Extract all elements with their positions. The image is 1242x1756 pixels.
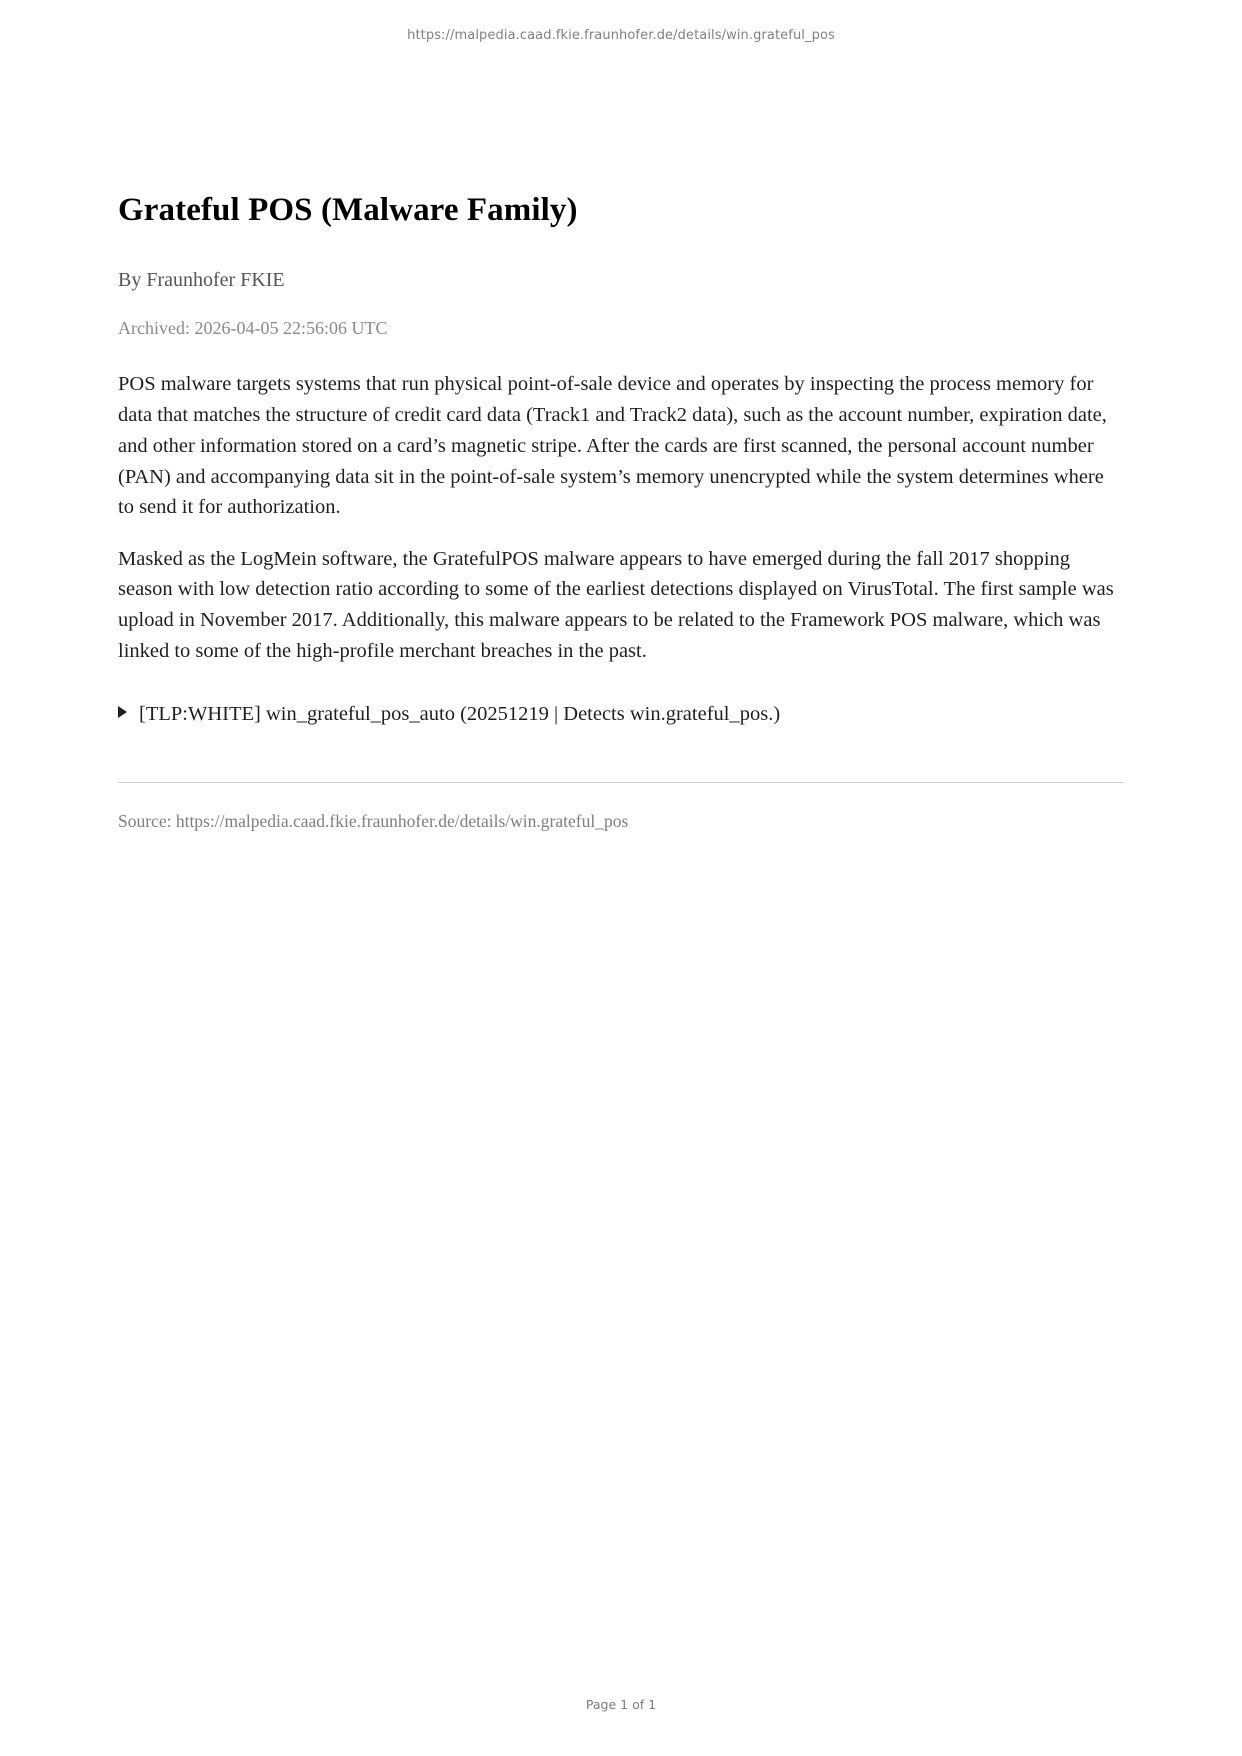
body-paragraph: Masked as the LogMein software, the GratefulPOS malware appears to have emerged during the fall 2017 shopping season with low detection ratio according to some of the earliest detections displayed on VirusTotal. The first sample was upload in November 2017. Additionally, this malware appears to be related to the Framework POS malware, which was linked to some of the high-profile merchant breaches in the past. (118, 547, 1114, 662)
archived-timestamp: Archived: 2026-04-05 22:56:06 UTC (118, 318, 388, 339)
divider (118, 782, 1124, 783)
source-line: Source: https://malpedia.caad.fkie.fraunhofer.de/details/win.grateful_pos (118, 810, 629, 831)
triangle-right-icon[interactable] (118, 706, 127, 718)
yara-rule-label: [TLP:WHITE] win_grateful_pos_auto (20251219 | Detects win.grateful_pos.) (139, 702, 781, 725)
yara-rule-disclosure[interactable] (118, 703, 1124, 726)
byline: By Fraunhofer FKIE (118, 269, 285, 292)
page-title: Grateful POS (Malware Family) (118, 192, 578, 228)
body-paragraph: POS malware targets systems that run physical point-of-sale device and operates by inspecting the process memory for data that matches the structure of credit card data (Track1 and Track2 data), such as the account number, expiration date, and other information stored on a card’s magnetic stripe. After the cards are first scanned, the personal account number (PAN) and accompanying data sit in the point-of-sale system’s memory unencrypted while the system determines where to send it for authorization. (118, 373, 1107, 519)
archived-url-header: https://malpedia.caad.fkie.fraunhofer.de/details/win.grateful_pos (407, 28, 835, 43)
page-footer: Page 1 of 1 (585, 1697, 657, 1712)
document-content (118, 190, 1124, 832)
